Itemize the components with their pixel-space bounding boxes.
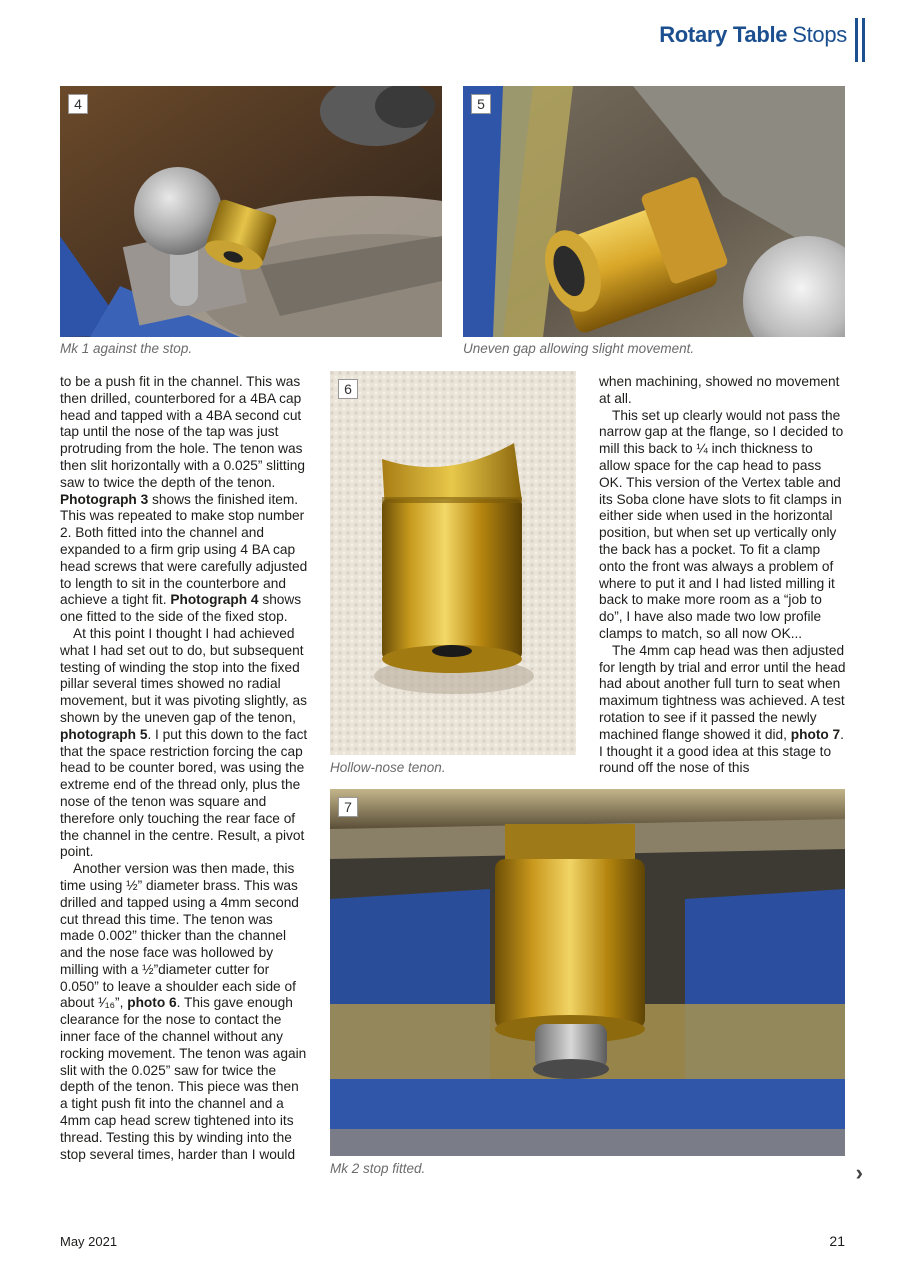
page-number: 21 (829, 1233, 845, 1249)
paragraph: when machining, showed no movement at all. (599, 374, 840, 406)
paragraph: The 4mm cap head was then adjusted for length by trial and error until the head had about another full turn to seat when maximum tightness was achieved. A test rotation to see if it passed the newly machined flange showed it did, photo 7. I thought it a good idea at this stage to round off the nose of this (599, 642, 846, 776)
photo-7-image (330, 789, 845, 1156)
photo-4-image (60, 86, 442, 337)
paragraph: to be a push fit in the channel. This was then drilled, counterbored for a 4BA cap head and tapped with a 4BA second cut tap until the nose of the tap was just protruding from the hole. The tenon was then slit horizontally with a 0.025” slitting saw to twice the depth of the tenon. Photograph 3 shows the finished item. This was repeated to make stop number 2. Both fitted into the channel and expanded to a firm grip using 4 BA cap head screws that were carefully adjusted to length to sit in the counterbore and achieve a tight fit. Photograph 4 shows one fitted to the side of the fixed stop. (60, 374, 308, 625)
photo-6 (330, 371, 576, 755)
header-title: Rotary Table (659, 22, 788, 47)
running-header (659, 18, 847, 52)
issue-date: May 2021 (60, 1234, 118, 1249)
text-column-right (599, 374, 847, 777)
photo-4 (60, 86, 442, 337)
photo-reference: photograph 5 (60, 726, 148, 742)
header-subtitle: Stops (792, 22, 847, 47)
photo-7 (330, 789, 845, 1156)
photo-5 (463, 86, 845, 337)
paragraph: At this point I thought I had achieved what I had set out to do, but subsequent testing of winding the stop into the fixed pillar several times showed no radial movement, but it was pivoting slightly, as shown by the uneven gap of the tenon, photograph 5. I put this down to the fact that the space restriction forcing the cap head to be counter bored, was using the extreme end of the thread only, plus the nose of the tenon was square and therefore only touching the rear face of the channel in the centre. Result, a pivot point. (60, 625, 308, 860)
photo-5-number: 5 (471, 94, 491, 114)
photo-reference: Photograph 3 (60, 491, 149, 507)
photo-6-image (330, 371, 576, 755)
photo-4-number: 4 (68, 94, 88, 114)
paragraph: Another version was then made, this time using ½” diameter brass. This was drilled and tapped using a 4mm second cut thread this time. The tenon was made 0.002” thicker than the channel and the nose face was hollowed by milling with a ½”diameter cutter for 0.050” to leave a shoulder each side of about ¹⁄₁₆”, photo 6. This gave enough clearance for the nose to contact the inner face of the channel without any rocking movement. The tenon was again slit with the 0.025” saw for twice the depth of the tenon. This piece was then a tight push fit into the channel and a 4mm cap head screw tightened into its thread. Testing this by winding into the stop several times, harder than I would (60, 861, 307, 1162)
paragraph: This set up clearly would not pass the narrow gap at the flange, so I decided to mill this back to ¼ inch thickness to allow space for the cap head to pass OK. This version of the Vertex table and its Soba clone have slots to fit clamps in either side when used in the horizontal position, but when set up vertically only the back has a pocket. To fit a clamp onto the front was always a problem of where to put it and I had listed milling it back to make more room as a “job to do”, I have also made two low profile clamps to match, so all now OK... (599, 407, 844, 641)
photo-4-caption: Mk 1 against the stop. (60, 341, 193, 356)
header-rule-bars (855, 18, 867, 62)
photo-reference: photo 7 (790, 726, 841, 742)
photo-5-image (463, 86, 845, 337)
text-column-left (60, 374, 308, 1163)
continue-arrow-icon: › (855, 1160, 863, 1185)
photo-6-caption: Hollow-nose tenon. (330, 760, 446, 775)
photo-6-number: 6 (338, 379, 358, 399)
photo-7-caption: Mk 2 stop fitted. (330, 1161, 426, 1176)
photo-5-caption: Uneven gap allowing slight movement. (463, 341, 695, 356)
photo-reference: Photograph 4 (170, 592, 259, 608)
photo-7-number: 7 (338, 797, 358, 817)
photo-reference: photo 6 (127, 995, 177, 1011)
